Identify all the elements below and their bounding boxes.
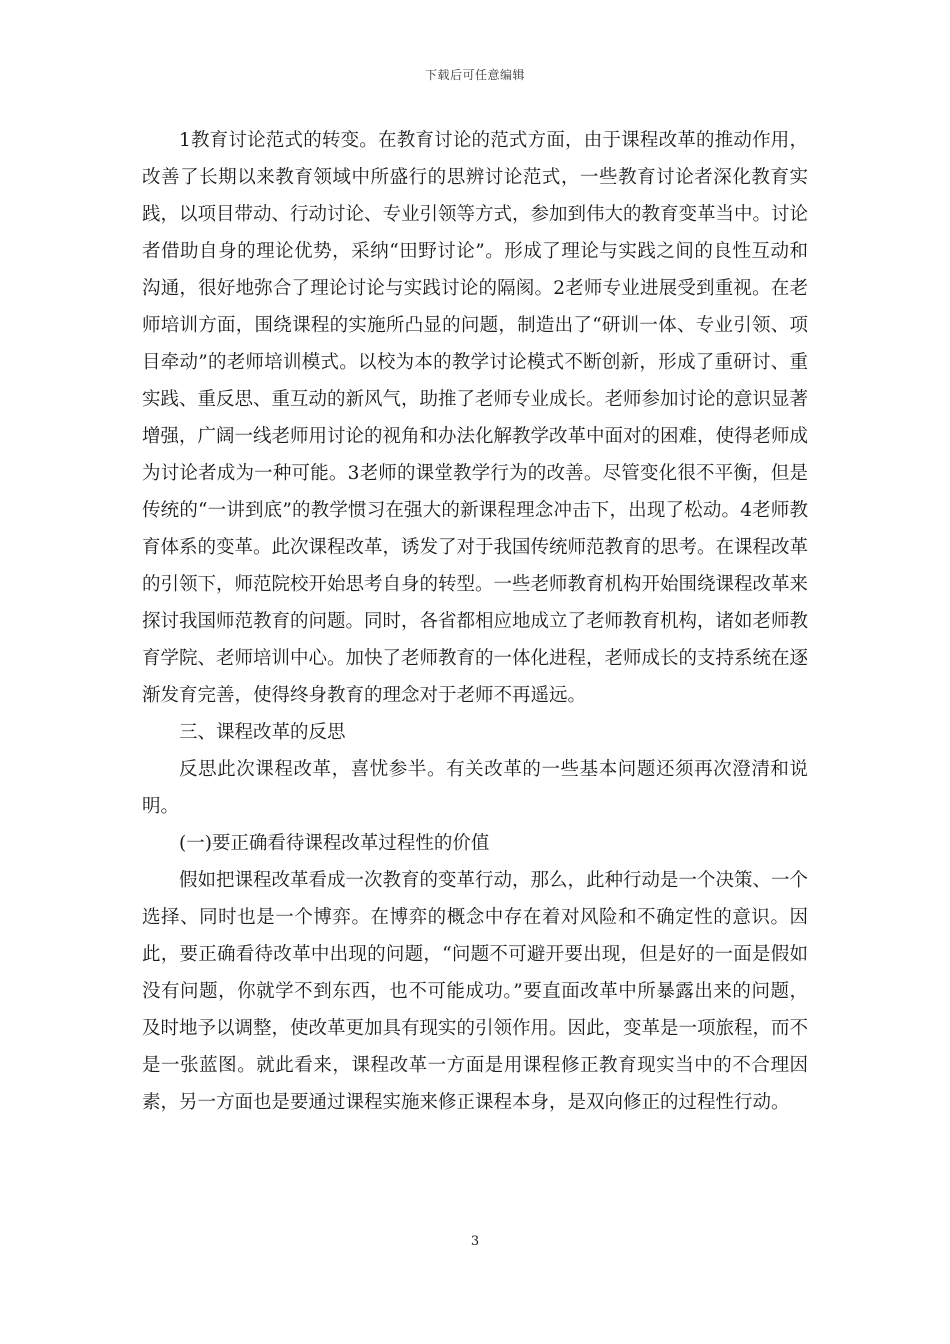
page-number: 3 [470,1234,480,1249]
section-heading-reflection: 三、课程改革的反思 [179,722,346,743]
page-header: 下载后可任意编辑 [424,68,525,82]
paragraph-reflection-intro: 反思此次课程改革，喜忧参半。有关改革的一些基本问题还须再次澄清和说明。 [142,759,808,817]
subsection-heading-process-value: (一)要正确看待课程改革过程性的价值 [179,833,490,854]
paragraph-reform-results: 1教育讨论范式的转变。在教育讨论的范式方面，由于课程改革的推动作用，改善了长期以来教育领域中所盛行的思辨讨论范式，一些教育讨论者深化教育实践，以项目带动、行动讨论、专业引领等方式，参加到伟大的教育变革当中。讨论者借助自身的理论优势，采纳“田野讨论”。形成了理论与实践之间的良性互动和沟通，很好地弥合了理论讨论与实践讨论的隔阂。2老师专业进展受到重视。在老师培训方面，围绕课程的实施所凸显的问题，制造出了“研训一体、专业引领、项目牵动”的老师培训模式。以校为本的教学讨论模式不断创新，形成了重研讨、重实践、重反思、重互动的新风气，助推了老师专业成长。老师参加讨论的意识显著增强，广阔一线老师用讨论的视角和办法化解教学改革中面对的困难，使得老师成为讨论者成为一种可能。3老师的课堂教学行为的改善。尽管变化很不平衡，但是传统的“一讲到底”的教学惯习在强大的新课程理念冲击下，出现了松动。4老师教育体系的变革。此次课程改革，诱发了对于我国传统师范教育的思考。在课程改革的引领下，师范院校开始思考自身的转型。一些老师教育机构开始围绕课程改革来探讨我国师范教育的问题。同时，各省都相应地成立了老师教育机构，诸如老师教育学院、老师培训中心。加快了老师教育的一体化进程，老师成长的支持系统在逐渐发育完善，使得终身教育的理念对于老师不再遥远。 [142,130,809,706]
paragraph-process-value: 假如把课程改革看成一次教育的变革行动，那么，此种行动是一个决策、一个选择、同时也是一个博弈。在博弈的概念中存在着对风险和不确定性的意识。因此，要正确看待改革中出现的问题，“问题不可避开要出现，但是好的一面是假如没有问题，你就学不到东西，也不可能成功。”要直面改革中所暴露出来的问题，及时地予以调整，使改革更加具有现实的引领作用。因此，变革是一项旅程，而不是一张蓝图。就此看来，课程改革一方面是用课程修正教育现实当中的不合理因素，另一方面也是要通过课程实施来修正课程本身，是双向修正的过程性行动。 [142,870,809,1113]
body-text [142,122,808,1121]
